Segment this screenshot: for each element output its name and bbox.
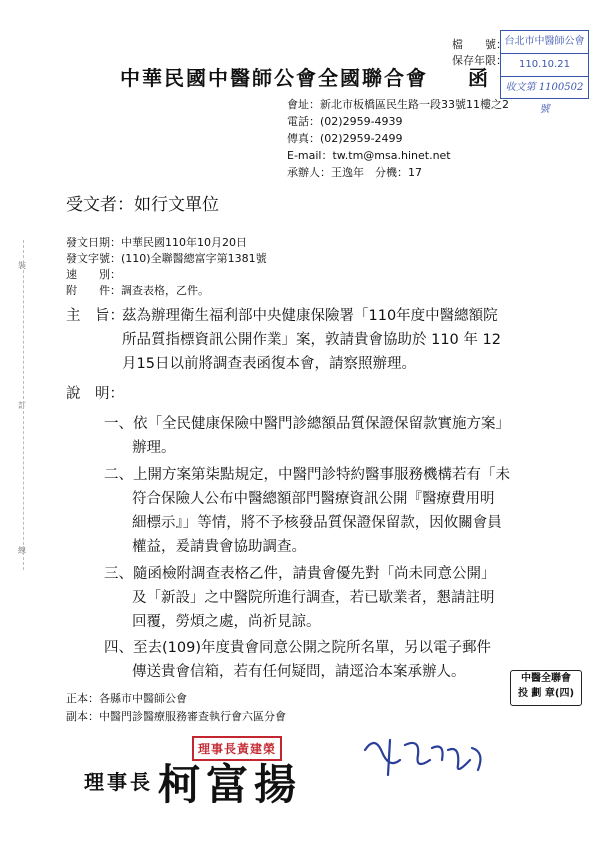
binding-mark-line: 線 [18, 546, 26, 555]
contact-email: E-mail：tw.tm@msa.hinet.net [287, 149, 451, 162]
explanation-item-line: 四、至去(109)年度貴會同意公開之院所名單，另以電子郵件 [104, 640, 491, 656]
receipt-stamp-org: 台北市中醫師公會 [501, 31, 588, 54]
explanation-item-line: 二、上開方案第柒點規定，中醫門診特約醫事服務機構若有「未 [104, 467, 510, 483]
recipient: 受文者：如行文單位 [66, 195, 219, 215]
binding-mark-bind: 裝 [18, 261, 26, 270]
organization-title: 中華民國中醫師公會全國聯合會 [120, 66, 428, 90]
subject-line: 月15日以前將調查表函復本會，請察照辦理。 [122, 356, 416, 372]
explanation-item-line: 回覆，勞煩之處，尚祈見諒。 [132, 614, 321, 630]
explanation-item-line: 細標示』」等情，將不予核發品質保證保留款，因攸關會員 [132, 515, 502, 531]
cc-recipient: 副本：中醫門診醫療服務審查執行會六區分會 [66, 710, 286, 723]
retention-label: 保存年限： [452, 54, 507, 67]
explanation-item-line: 權益，爰請貴會協助調查。 [132, 539, 306, 555]
contact-address: 會址：新北市板橋區民生路一段33號11樓之2 [287, 98, 509, 111]
official-seal [510, 670, 582, 706]
signature-title: 理事長 [84, 770, 153, 794]
binding-mark-staple: 訂 [18, 401, 26, 410]
explanation-item-line: 辦理。 [132, 440, 176, 456]
explanation-item-line: 符合保險人公布中醫總額部門醫療資訊公開『醫療費用明 [132, 491, 495, 507]
contact-handler: 承辦人：王逸年 分機：17 [287, 166, 422, 179]
receipt-stamp-date: 110.10.21 [501, 54, 588, 77]
receipt-stamp [500, 30, 589, 115]
signature-name: 柯富揚 [158, 760, 303, 809]
explanation-item-line: 傳送貴會信箱，若有任何疑問，請逕洽本案承辦人。 [132, 664, 466, 680]
explanation-item-line: 三、隨函檢附調查表格乙件，請貴會優先對「尚未同意公開」 [104, 566, 496, 582]
main-recipient: 正本：各縣市中醫師公會 [66, 692, 187, 705]
speed-label: 速 別： [66, 268, 121, 281]
subject-label: 主 旨： [66, 308, 124, 324]
handwritten-signature [360, 730, 500, 790]
file-number-label: 檔 號： [452, 38, 507, 51]
chairman-stamp: 理事長黃建榮 [192, 736, 282, 761]
document-type: 函 [468, 66, 488, 90]
contact-fax: 傳真：(02)2959-2499 [287, 132, 403, 145]
subject-line: 所品質指標資訊公開作業」案，敦請貴會協助於 110 年 12 [122, 332, 501, 348]
explanation-item-line: 及「新設」之中醫院所進行調查，若已歇業者，懇請註明 [132, 590, 495, 606]
receipt-stamp-number: 收文第 1100502號 [505, 82, 584, 115]
attachment: 附 件：調查表格，乙件。 [66, 284, 209, 297]
explanation-item-line: 一、依「全民健康保險中醫門診總額品質保證保留款實施方案」 [104, 416, 510, 432]
official-seal-line: 中醫全聯會 [521, 673, 571, 684]
explanation-label: 說 明： [66, 386, 124, 402]
issue-number: 發文字號：(110)全聯醫總富字第1381號 [66, 252, 267, 265]
issue-date: 發文日期：中華民國110年10月20日 [66, 236, 247, 249]
official-seal-line: 投 劃 章(四) [517, 688, 575, 699]
subject-line: 茲為辦理衛生福利部中央健康保險署「110年度中醫總額院 [122, 308, 498, 324]
contact-phone: 電話：(02)2959-4939 [287, 115, 403, 128]
binding-dashed-line [23, 240, 24, 570]
